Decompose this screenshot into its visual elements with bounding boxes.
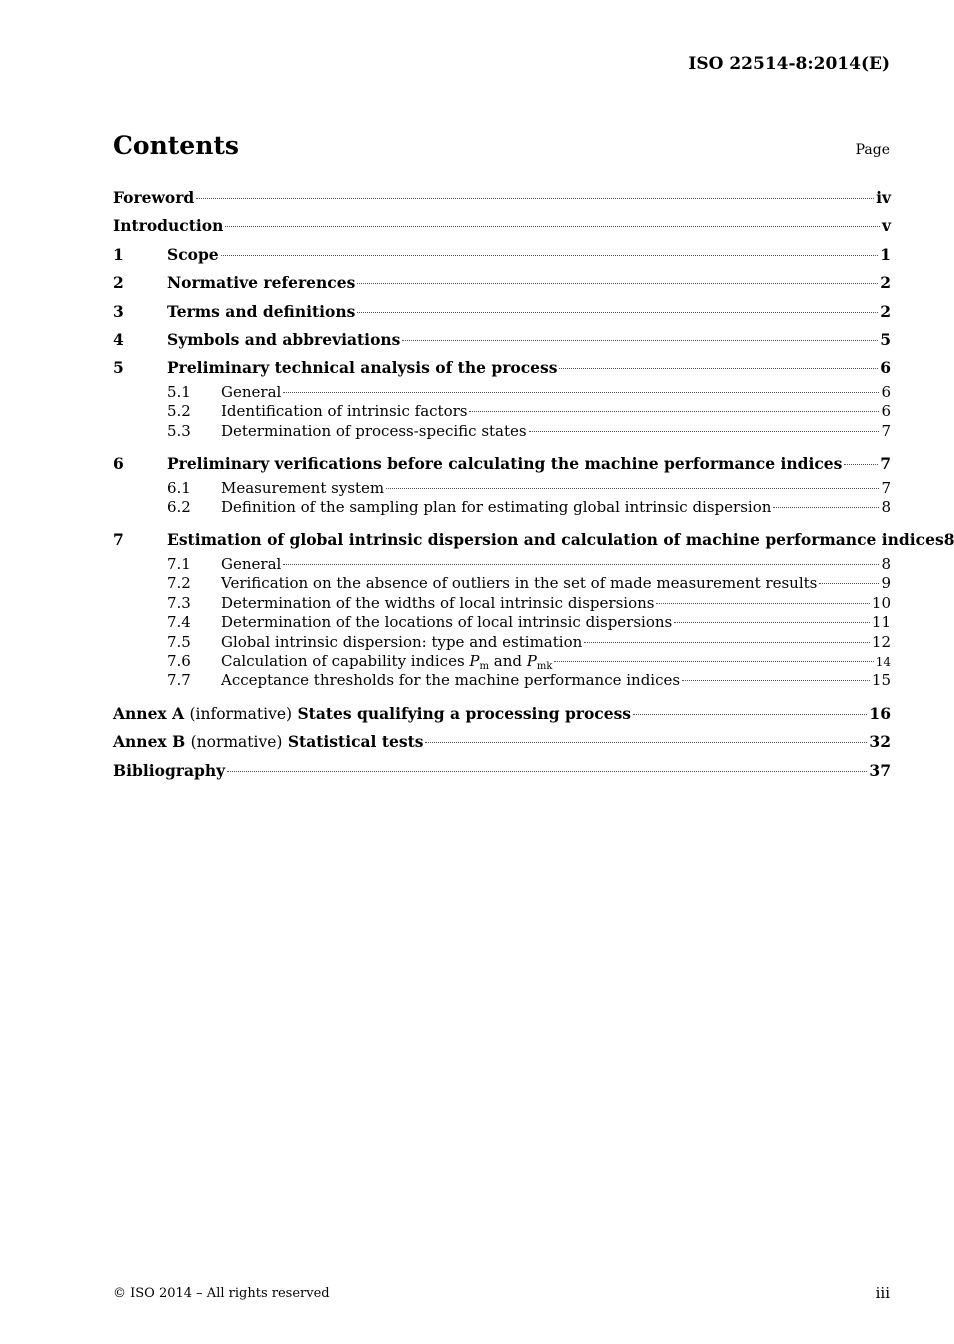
toc-entry-1-scope[interactable] [113, 241, 891, 269]
toc-title: Determination of the locations of local intrinsic dispersions [221, 613, 673, 632]
toc-entry-3-terms[interactable] [113, 298, 891, 326]
dot-leader [554, 661, 873, 662]
toc-number: 7 [113, 530, 124, 550]
document-id: ISO 22514-8:2014(E) [688, 54, 890, 74]
toc-number: 5 [113, 358, 124, 378]
toc-number: 7.4 [167, 613, 191, 632]
dot-leader [819, 583, 879, 584]
toc-title: Symbols and abbreviations [167, 329, 401, 349]
toc-entry-4-symbols[interactable] [113, 326, 891, 354]
toc-number: 4 [113, 329, 124, 349]
dot-leader [283, 392, 879, 393]
toc-page: 7 [881, 421, 891, 440]
toc-title: General [221, 555, 282, 574]
toc-page: 10 [871, 593, 891, 612]
toc-title: Terms and definitions [167, 301, 356, 321]
toc-entry-5-1[interactable] [113, 383, 891, 402]
toc-entry-7-1[interactable] [113, 555, 891, 574]
toc-title [113, 728, 423, 756]
toc-title: Preliminary verifications before calculating the machine performance indices [167, 454, 843, 474]
toc-number: 7.7 [167, 671, 191, 690]
dot-leader [674, 622, 870, 623]
toc-number: 3 [113, 301, 124, 321]
dot-leader [402, 340, 878, 341]
toc-title: Bibliography [113, 760, 226, 780]
toc-entry-7-5[interactable] [113, 633, 891, 652]
annex-title: Statistical tests [287, 732, 424, 752]
toc-number: 7.6 [167, 652, 191, 671]
toc-page: 6 [881, 382, 891, 401]
toc-page: 6 [881, 402, 891, 421]
conjunction: and [489, 652, 527, 671]
toc-title: Scope [167, 244, 219, 264]
toc-entry-bibliography[interactable] [113, 757, 891, 785]
toc-title: Estimation of global intrinsic dispersion and calculation of machine performance indices [167, 530, 944, 550]
toc-title: Determination of process-specific states [221, 421, 527, 440]
toc-page: 8 [881, 498, 891, 517]
dot-leader [633, 714, 867, 715]
toc-page: 32 [869, 732, 891, 752]
toc-page: 7 [881, 478, 891, 497]
toc-title: General [221, 382, 282, 401]
annex-title: States qualifying a processing process [297, 703, 632, 723]
toc-page: 16 [869, 703, 891, 723]
toc-page: 8 [943, 530, 954, 550]
dot-leader [283, 564, 879, 565]
symbol-p: P [526, 652, 537, 671]
toc-number: 5.2 [167, 402, 191, 421]
toc-title: Preliminary technical analysis of the process [167, 358, 558, 378]
toc-page: 37 [869, 760, 891, 780]
dot-leader [386, 488, 879, 489]
toc-entry-7-6[interactable] [113, 652, 891, 671]
toc-page: iv [876, 188, 891, 207]
dot-leader [559, 368, 878, 369]
dot-leader [469, 411, 879, 412]
dot-leader [529, 431, 880, 432]
toc-number: 5.1 [167, 382, 191, 401]
toc-page: v [881, 216, 891, 236]
toc-page: 2 [880, 301, 891, 321]
toc-entry-7-7[interactable] [113, 671, 891, 690]
toc-number: 6.1 [167, 478, 191, 497]
toc-title: Normative references [167, 273, 356, 293]
toc-entry-introduction[interactable] [113, 212, 891, 240]
toc-number: 1 [113, 244, 124, 264]
annex-label: Annex B [113, 732, 186, 752]
page-number: iii [875, 1284, 890, 1302]
toc-number: 6.2 [167, 498, 191, 517]
toc-page: 1 [880, 244, 891, 264]
dot-leader [656, 603, 869, 604]
toc-number: 6 [113, 454, 124, 474]
toc-title: Global intrinsic dispersion: type and estimation [221, 632, 583, 651]
dot-leader [844, 464, 878, 465]
toc-page: 15 [871, 671, 891, 690]
toc-entry-7-3[interactable] [113, 594, 891, 613]
dot-leader [584, 642, 870, 643]
toc-entry-5-analysis[interactable] [113, 354, 891, 383]
dot-leader [773, 507, 879, 508]
toc-entry-7-estimation[interactable] [113, 526, 954, 555]
toc-entry-6-verifications[interactable] [113, 450, 891, 479]
toc-number: 7.5 [167, 632, 191, 651]
toc-entry-foreword[interactable] [113, 184, 891, 212]
toc-title [113, 700, 631, 728]
toc-page: 6 [880, 358, 891, 378]
toc-entry-annex-a[interactable] [113, 700, 891, 729]
toc-number: 5.3 [167, 421, 191, 440]
toc-title: Verification on the absence of outliers in the set of made measurement results [221, 574, 818, 593]
toc-page: 9 [881, 574, 891, 593]
dot-leader [682, 680, 870, 681]
toc-title: Foreword [113, 188, 195, 207]
toc-title: Measurement system [221, 478, 385, 497]
toc-title: Definition of the sampling plan for estimating global intrinsic dispersion [221, 498, 772, 517]
toc-page: 12 [871, 632, 891, 651]
toc-title: Introduction [113, 216, 224, 236]
dot-leader [357, 283, 878, 284]
dot-leader [221, 255, 879, 256]
dot-leader [227, 771, 867, 772]
annex-label: Annex A [113, 703, 185, 723]
annex-type: (informative) [189, 704, 293, 723]
toc-entry-5-3[interactable] [113, 422, 891, 441]
toc-page: 11 [871, 613, 891, 632]
copyright-notice: © ISO 2014 – All rights reserved [113, 1286, 330, 1301]
toc-page: 7 [880, 454, 891, 474]
toc-entry-6-1[interactable] [113, 479, 891, 498]
dot-leader [425, 742, 867, 743]
toc-title: Identification of intrinsic factors [221, 402, 468, 421]
page-column-label: Page [855, 142, 890, 158]
toc-number: 2 [113, 273, 124, 293]
toc-entry-5-2[interactable] [113, 402, 891, 421]
toc-number: 7.2 [167, 574, 191, 593]
dot-leader [225, 226, 880, 227]
toc-page: 2 [880, 273, 891, 293]
toc-page: 5 [880, 329, 891, 349]
toc-page: 14 [875, 655, 891, 670]
toc-number: 7.3 [167, 593, 191, 612]
contents-heading: Contents [113, 131, 240, 160]
subscript-mk: mk [536, 661, 553, 673]
toc-entry-7-2[interactable] [113, 574, 891, 593]
toc-title-prefix: Calculation of capability indices [221, 652, 470, 671]
subscript-m: m [479, 661, 489, 673]
toc-entry-annex-b[interactable] [113, 728, 891, 756]
dot-leader [196, 198, 874, 199]
symbol-p: P [469, 652, 480, 671]
toc-entry-7-4[interactable] [113, 613, 891, 632]
toc-number: 7.1 [167, 555, 191, 574]
table-of-contents [113, 184, 954, 785]
toc-title: Acceptance thresholds for the machine performance indices [221, 671, 681, 690]
toc-entry-6-2[interactable] [113, 498, 891, 517]
toc-page: 8 [881, 555, 891, 574]
dot-leader [357, 312, 878, 313]
annex-type: (normative) [190, 733, 283, 752]
toc-entry-2-normative-references[interactable] [113, 269, 891, 297]
toc-title: Determination of the widths of local intrinsic dispersions [221, 593, 655, 612]
